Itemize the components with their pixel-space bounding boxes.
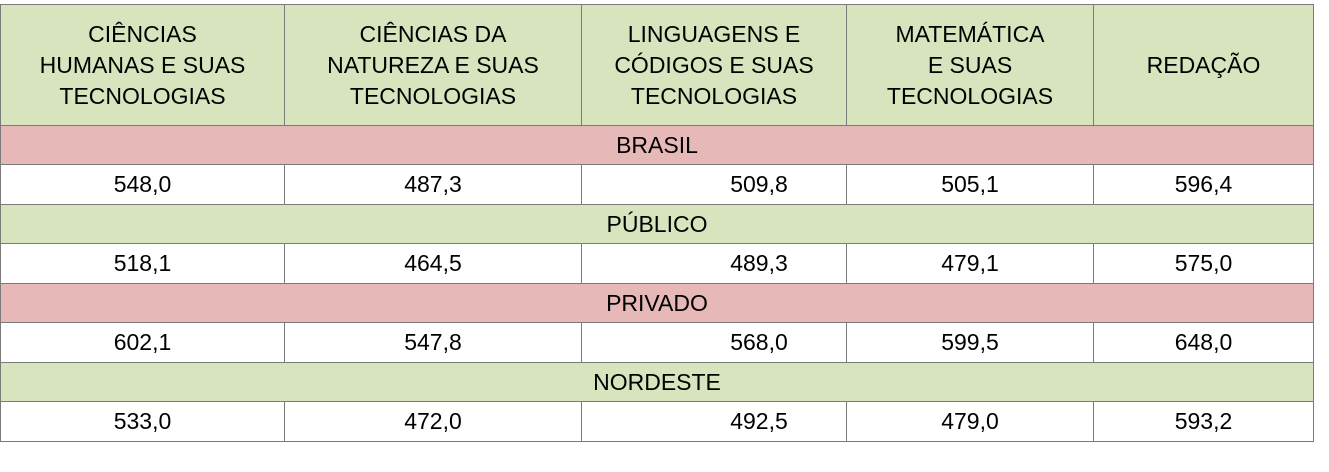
column-header-matematica [847,5,1094,126]
table-cell: 472,0 [285,402,582,442]
table-cell: 568,0 [582,323,847,363]
header-line: REDAÇÃO [1146,51,1261,78]
table-row [1,165,1314,205]
column-header-linguagens [582,5,847,126]
column-header-redacao [1094,5,1314,126]
table-cell: 599,5 [847,323,1094,363]
table-cell: 602,1 [1,323,285,363]
header-line: TECNOLOGIAS [630,82,798,109]
header-line: LINGUAGENS E [627,20,801,47]
header-line: TECNOLOGIAS [59,82,226,109]
group-label: NORDESTE [1,363,1314,402]
table-row [1,323,1314,363]
scores-table [0,4,1314,442]
header-line: TECNOLOGIAS [886,82,1054,109]
table-cell: 596,4 [1094,165,1314,205]
header-line: TECNOLOGIAS [349,82,517,109]
group-label: PRIVADO [1,284,1314,323]
table-cell: 648,0 [1094,323,1314,363]
table-cell: 575,0 [1094,244,1314,284]
group-row-publico [1,205,1314,244]
table-cell: 464,5 [285,244,582,284]
table-cell: 479,1 [847,244,1094,284]
group-label: PÚBLICO [1,205,1314,244]
table-cell: 533,0 [1,402,285,442]
header-line: CÓDIGOS E SUAS [614,51,814,78]
header-line: CIÊNCIAS DA [359,20,507,47]
table-cell: 489,3 [582,244,847,284]
header-line: MATEMÁTICA [895,20,1045,47]
table-cell: 479,0 [847,402,1094,442]
column-header-ciencias-natureza [285,5,582,126]
table-cell: 547,8 [285,323,582,363]
header-row [1,5,1314,126]
table-cell: 548,0 [1,165,285,205]
header-line: NATUREZA E SUAS [327,51,539,78]
table-row [1,244,1314,284]
group-label: BRASIL [1,126,1314,165]
header-line: E SUAS [927,51,1013,78]
group-row-brasil [1,126,1314,165]
group-row-nordeste [1,363,1314,402]
column-header-ciencias-humanas [1,5,285,126]
table-cell: 487,3 [285,165,582,205]
table-row [1,402,1314,442]
header-line: CIÊNCIAS [88,20,197,47]
table-cell: 505,1 [847,165,1094,205]
table-cell: 492,5 [582,402,847,442]
table-cell: 509,8 [582,165,847,205]
table-cell: 518,1 [1,244,285,284]
header-line: HUMANAS E SUAS [39,51,246,78]
group-row-privado [1,284,1314,323]
table-cell: 593,2 [1094,402,1314,442]
